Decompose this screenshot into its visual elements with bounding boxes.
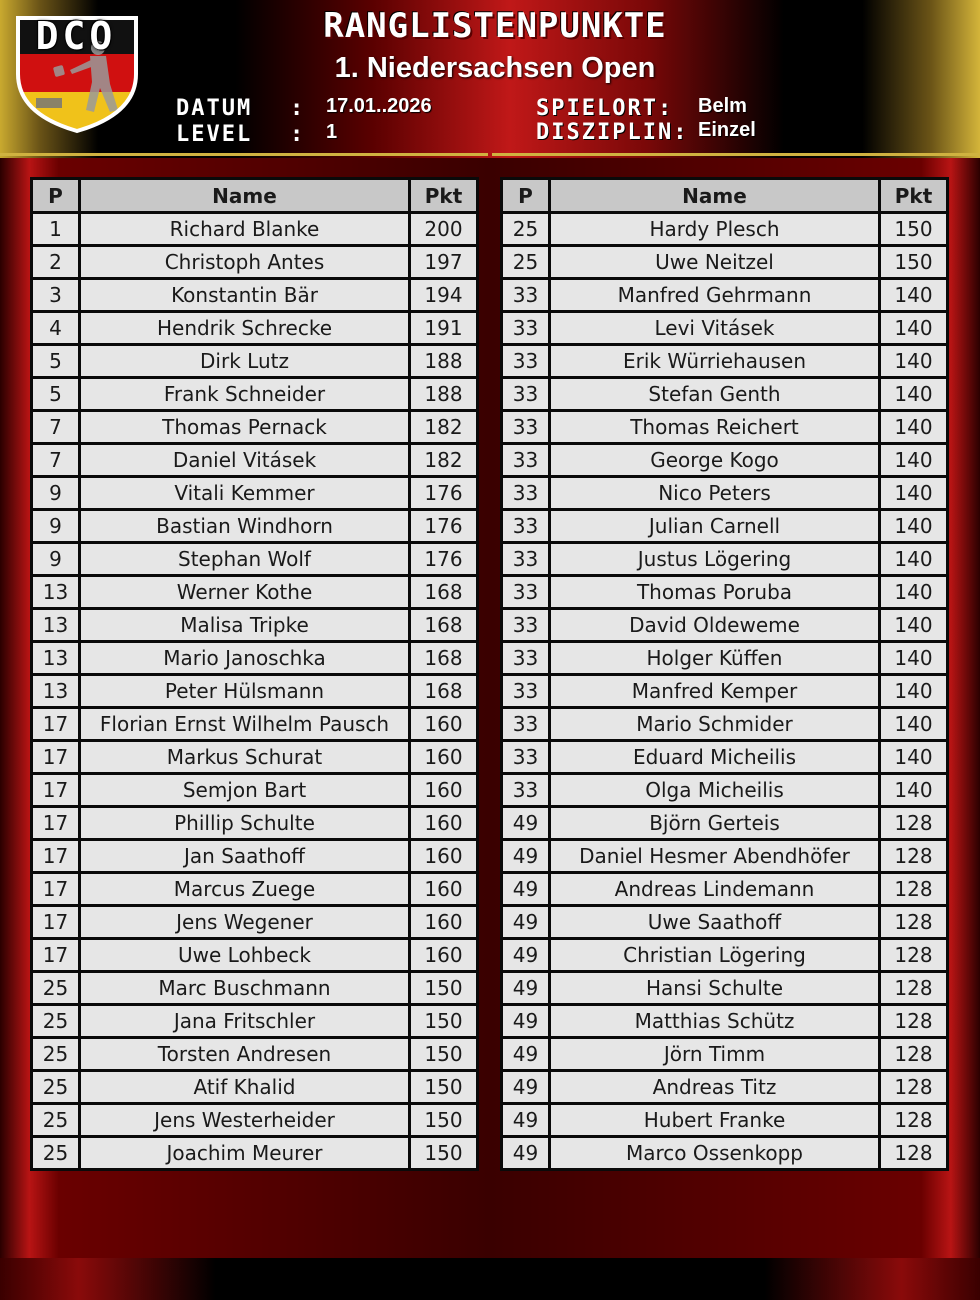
player-name-cell: David Oldeweme	[550, 609, 880, 642]
player-name-cell: Thomas Poruba	[550, 576, 880, 609]
level-label: LEVEL	[176, 122, 253, 147]
player-name-cell: Vitali Kemmer	[80, 477, 410, 510]
rank-cell: 49	[502, 1071, 550, 1104]
player-name-cell: Justus Lögering	[550, 543, 880, 576]
column-header-pkt: Pkt	[880, 179, 948, 213]
rank-cell: 33	[502, 642, 550, 675]
player-name-cell: Erik Würriehausen	[550, 345, 880, 378]
points-cell: 140	[880, 444, 948, 477]
points-cell: 168	[410, 609, 478, 642]
rank-cell: 49	[502, 939, 550, 972]
player-name-cell: Atif Khalid	[80, 1071, 410, 1104]
rank-cell: 7	[32, 444, 80, 477]
points-cell: 160	[410, 906, 478, 939]
rank-cell: 9	[32, 543, 80, 576]
table-row	[502, 411, 948, 444]
rank-cell: 13	[32, 642, 80, 675]
player-name-cell: Andreas Titz	[550, 1071, 880, 1104]
points-cell: 140	[880, 609, 948, 642]
table-row	[32, 906, 478, 939]
player-name-cell: Daniel Vitásek	[80, 444, 410, 477]
rank-cell: 7	[32, 411, 80, 444]
datum-colon: :	[290, 96, 304, 121]
points-cell: 194	[410, 279, 478, 312]
player-name-cell: Christian Lögering	[550, 939, 880, 972]
table-row	[502, 1005, 948, 1038]
rank-cell: 33	[502, 312, 550, 345]
table-row	[502, 609, 948, 642]
rank-cell: 17	[32, 807, 80, 840]
rank-cell: 4	[32, 312, 80, 345]
table-row	[502, 1104, 948, 1137]
table-row	[502, 939, 948, 972]
rank-cell: 33	[502, 378, 550, 411]
player-name-cell: Peter Hülsmann	[80, 675, 410, 708]
rank-cell: 17	[32, 774, 80, 807]
rank-cell: 33	[502, 510, 550, 543]
rank-cell: 25	[32, 1005, 80, 1038]
table-header-row	[502, 179, 948, 213]
points-cell: 140	[880, 477, 948, 510]
player-name-cell: Jan Saathoff	[80, 840, 410, 873]
table-row	[502, 510, 948, 543]
table-row	[502, 279, 948, 312]
table-row	[32, 444, 478, 477]
table-row	[32, 312, 478, 345]
points-cell: 160	[410, 741, 478, 774]
rank-cell: 17	[32, 708, 80, 741]
player-name-cell: Uwe Saathoff	[550, 906, 880, 939]
player-name-cell: Jana Fritschler	[80, 1005, 410, 1038]
logo-text: DCO	[35, 14, 117, 58]
rank-cell: 13	[32, 609, 80, 642]
player-name-cell: Werner Kothe	[80, 576, 410, 609]
player-name-cell: Matthias Schütz	[550, 1005, 880, 1038]
points-cell: 128	[880, 1038, 948, 1071]
points-cell: 140	[880, 378, 948, 411]
player-name-cell: Marc Buschmann	[80, 972, 410, 1005]
player-name-cell: Julian Carnell	[550, 510, 880, 543]
points-cell: 150	[880, 246, 948, 279]
table-row	[502, 708, 948, 741]
player-name-cell: Konstantin Bär	[80, 279, 410, 312]
player-name-cell: Nico Peters	[550, 477, 880, 510]
player-name-cell: Bastian Windhorn	[80, 510, 410, 543]
page-subtitle: 1. Niedersachsen Open	[334, 52, 656, 84]
table-row	[32, 1071, 478, 1104]
points-cell: 160	[410, 774, 478, 807]
points-cell: 128	[880, 840, 948, 873]
rank-cell: 25	[502, 213, 550, 246]
rank-cell: 33	[502, 576, 550, 609]
rank-cell: 33	[502, 609, 550, 642]
table-row	[32, 741, 478, 774]
table-row	[32, 939, 478, 972]
column-header-p: P	[502, 179, 550, 213]
points-cell: 176	[410, 477, 478, 510]
ranking-table-right	[500, 177, 949, 1171]
table-row	[32, 576, 478, 609]
player-name-cell: Marcus Zuege	[80, 873, 410, 906]
spielort-value: Belm	[698, 95, 747, 117]
player-name-cell: Mario Janoschka	[80, 642, 410, 675]
points-cell: 160	[410, 807, 478, 840]
points-cell: 128	[880, 807, 948, 840]
table-row	[502, 1137, 948, 1170]
table-row	[32, 477, 478, 510]
player-name-cell: Manfred Gehrmann	[550, 279, 880, 312]
points-cell: 140	[880, 345, 948, 378]
rank-cell: 33	[502, 741, 550, 774]
player-name-cell: Levi Vitásek	[550, 312, 880, 345]
player-name-cell: Uwe Lohbeck	[80, 939, 410, 972]
player-name-cell: Olga Micheilis	[550, 774, 880, 807]
spielort-label: SPIELORT:	[536, 96, 674, 121]
page-title: RANGLISTENPUNKTE	[323, 6, 667, 46]
table-row	[502, 1038, 948, 1071]
rank-cell: 5	[32, 378, 80, 411]
rank-cell: 17	[32, 939, 80, 972]
player-name-cell: Jens Wegener	[80, 906, 410, 939]
player-name-cell: Hardy Plesch	[550, 213, 880, 246]
player-name-cell: Frank Schneider	[80, 378, 410, 411]
points-cell: 160	[410, 873, 478, 906]
rank-cell: 25	[32, 972, 80, 1005]
rank-cell: 17	[32, 873, 80, 906]
datum-value: 17.01..2026	[326, 95, 432, 117]
points-cell: 191	[410, 312, 478, 345]
points-cell: 182	[410, 444, 478, 477]
player-name-cell: Thomas Reichert	[550, 411, 880, 444]
rank-cell: 33	[502, 543, 550, 576]
rank-cell: 49	[502, 807, 550, 840]
player-name-cell: Stephan Wolf	[80, 543, 410, 576]
rank-cell: 33	[502, 279, 550, 312]
player-name-cell: Jens Westerheider	[80, 1104, 410, 1137]
table-row	[502, 576, 948, 609]
points-cell: 188	[410, 345, 478, 378]
rank-cell: 17	[32, 741, 80, 774]
table-row	[32, 873, 478, 906]
points-cell: 150	[410, 1005, 478, 1038]
player-name-cell: Hansi Schulte	[550, 972, 880, 1005]
player-name-cell: Eduard Micheilis	[550, 741, 880, 774]
points-cell: 128	[880, 906, 948, 939]
points-cell: 128	[880, 1071, 948, 1104]
player-name-cell: Joachim Meurer	[80, 1137, 410, 1170]
points-cell: 150	[410, 972, 478, 1005]
player-name-cell: Richard Blanke	[80, 213, 410, 246]
points-cell: 182	[410, 411, 478, 444]
table-row	[502, 345, 948, 378]
player-name-cell: Malisa Tripke	[80, 609, 410, 642]
rank-cell: 33	[502, 444, 550, 477]
player-name-cell: Björn Gerteis	[550, 807, 880, 840]
points-cell: 197	[410, 246, 478, 279]
rank-cell: 49	[502, 1137, 550, 1170]
rank-cell: 17	[32, 840, 80, 873]
rank-cell: 49	[502, 1038, 550, 1071]
points-cell: 140	[880, 510, 948, 543]
table-row	[32, 378, 478, 411]
disziplin-label: DISZIPLIN:	[536, 120, 689, 145]
table-row	[502, 972, 948, 1005]
points-cell: 150	[410, 1104, 478, 1137]
rank-cell: 3	[32, 279, 80, 312]
table-row	[32, 1038, 478, 1071]
player-name-cell: Andreas Lindemann	[550, 873, 880, 906]
points-cell: 150	[410, 1038, 478, 1071]
datum-label: DATUM	[176, 96, 253, 121]
rank-cell: 49	[502, 840, 550, 873]
table-row	[502, 312, 948, 345]
table-row	[32, 642, 478, 675]
points-cell: 140	[880, 675, 948, 708]
column-header-p: P	[32, 179, 80, 213]
table-row	[502, 807, 948, 840]
points-cell: 128	[880, 972, 948, 1005]
rank-cell: 33	[502, 345, 550, 378]
rank-cell: 25	[32, 1071, 80, 1104]
table-row	[32, 345, 478, 378]
rank-cell: 5	[32, 345, 80, 378]
rank-cell: 25	[32, 1038, 80, 1071]
player-name-cell: Thomas Pernack	[80, 411, 410, 444]
header-divider-right	[492, 153, 980, 156]
player-name-cell: Semjon Bart	[80, 774, 410, 807]
player-name-cell: Uwe Neitzel	[550, 246, 880, 279]
player-name-cell: Jörn Timm	[550, 1038, 880, 1071]
player-name-cell: Holger Küffen	[550, 642, 880, 675]
rank-cell: 1	[32, 213, 80, 246]
rank-cell: 9	[32, 510, 80, 543]
points-cell: 140	[880, 741, 948, 774]
table-row	[32, 840, 478, 873]
rank-cell: 49	[502, 906, 550, 939]
points-cell: 140	[880, 279, 948, 312]
points-cell: 140	[880, 411, 948, 444]
points-cell: 168	[410, 675, 478, 708]
table-row	[32, 279, 478, 312]
points-cell: 150	[410, 1071, 478, 1104]
rank-cell: 49	[502, 1005, 550, 1038]
table-row	[32, 510, 478, 543]
table-row	[502, 741, 948, 774]
points-cell: 128	[880, 1137, 948, 1170]
points-cell: 140	[880, 642, 948, 675]
points-cell: 176	[410, 510, 478, 543]
player-name-cell: Torsten Andresen	[80, 1038, 410, 1071]
points-cell: 140	[880, 543, 948, 576]
points-cell: 140	[880, 312, 948, 345]
points-cell: 128	[880, 1104, 948, 1137]
player-name-cell: Dirk Lutz	[80, 345, 410, 378]
table-row	[502, 444, 948, 477]
rank-cell: 25	[32, 1104, 80, 1137]
player-name-cell: Markus Schurat	[80, 741, 410, 774]
table-row	[502, 1071, 948, 1104]
table-row	[32, 1005, 478, 1038]
rank-cell: 49	[502, 873, 550, 906]
rank-cell: 25	[32, 1137, 80, 1170]
rank-cell: 33	[502, 411, 550, 444]
points-cell: 150	[880, 213, 948, 246]
header-banner	[0, 0, 980, 158]
table-row	[32, 675, 478, 708]
table-row	[32, 1104, 478, 1137]
table-row	[32, 213, 478, 246]
table-row	[502, 378, 948, 411]
disziplin-value: Einzel	[698, 119, 756, 141]
table-row	[502, 543, 948, 576]
table-row	[32, 972, 478, 1005]
rank-cell: 9	[32, 477, 80, 510]
points-cell: 150	[410, 1137, 478, 1170]
points-cell: 128	[880, 873, 948, 906]
table-row	[502, 642, 948, 675]
table-row	[502, 774, 948, 807]
rank-cell: 13	[32, 576, 80, 609]
level-colon: :	[290, 122, 304, 147]
table-row	[502, 675, 948, 708]
table-row	[32, 708, 478, 741]
ranking-table-left	[30, 177, 479, 1171]
player-name-cell: Daniel Hesmer Abendhöfer	[550, 840, 880, 873]
points-cell: 168	[410, 576, 478, 609]
player-name-cell: Marco Ossenkopp	[550, 1137, 880, 1170]
rank-cell: 25	[502, 246, 550, 279]
level-value: 1	[326, 121, 338, 143]
table-row	[502, 840, 948, 873]
rank-cell: 13	[32, 675, 80, 708]
table-row	[32, 543, 478, 576]
background-bottom	[0, 1258, 980, 1300]
column-header-name: Name	[80, 179, 410, 213]
table-row	[32, 246, 478, 279]
rank-cell: 17	[32, 906, 80, 939]
table-row	[502, 246, 948, 279]
points-cell: 140	[880, 708, 948, 741]
player-name-cell: Florian Ernst Wilhelm Pausch	[80, 708, 410, 741]
rank-cell: 33	[502, 708, 550, 741]
points-cell: 128	[880, 939, 948, 972]
player-name-cell: Mario Schmider	[550, 708, 880, 741]
points-cell: 160	[410, 840, 478, 873]
points-cell: 168	[410, 642, 478, 675]
player-name-cell: Hubert Franke	[550, 1104, 880, 1137]
player-name-cell: Phillip Schulte	[80, 807, 410, 840]
points-cell: 188	[410, 378, 478, 411]
header-divider-left	[0, 153, 488, 156]
rank-cell: 2	[32, 246, 80, 279]
table-row	[32, 411, 478, 444]
rank-cell: 33	[502, 774, 550, 807]
points-cell: 160	[410, 939, 478, 972]
rank-cell: 33	[502, 477, 550, 510]
rank-cell: 49	[502, 1104, 550, 1137]
table-row	[502, 213, 948, 246]
player-name-cell: Hendrik Schrecke	[80, 312, 410, 345]
column-header-pkt: Pkt	[410, 179, 478, 213]
table-row	[32, 1137, 478, 1170]
points-cell: 140	[880, 576, 948, 609]
table-row	[502, 873, 948, 906]
rank-cell: 49	[502, 972, 550, 1005]
table-row	[32, 609, 478, 642]
points-cell: 140	[880, 774, 948, 807]
table-header-row	[32, 179, 478, 213]
points-cell: 160	[410, 708, 478, 741]
column-header-name: Name	[550, 179, 880, 213]
table-row	[32, 807, 478, 840]
table-row	[502, 477, 948, 510]
player-name-cell: George Kogo	[550, 444, 880, 477]
player-name-cell: Christoph Antes	[80, 246, 410, 279]
table-row	[502, 906, 948, 939]
points-cell: 128	[880, 1005, 948, 1038]
points-cell: 200	[410, 213, 478, 246]
player-name-cell: Manfred Kemper	[550, 675, 880, 708]
points-cell: 176	[410, 543, 478, 576]
rank-cell: 33	[502, 675, 550, 708]
player-name-cell: Stefan Genth	[550, 378, 880, 411]
table-row	[32, 774, 478, 807]
